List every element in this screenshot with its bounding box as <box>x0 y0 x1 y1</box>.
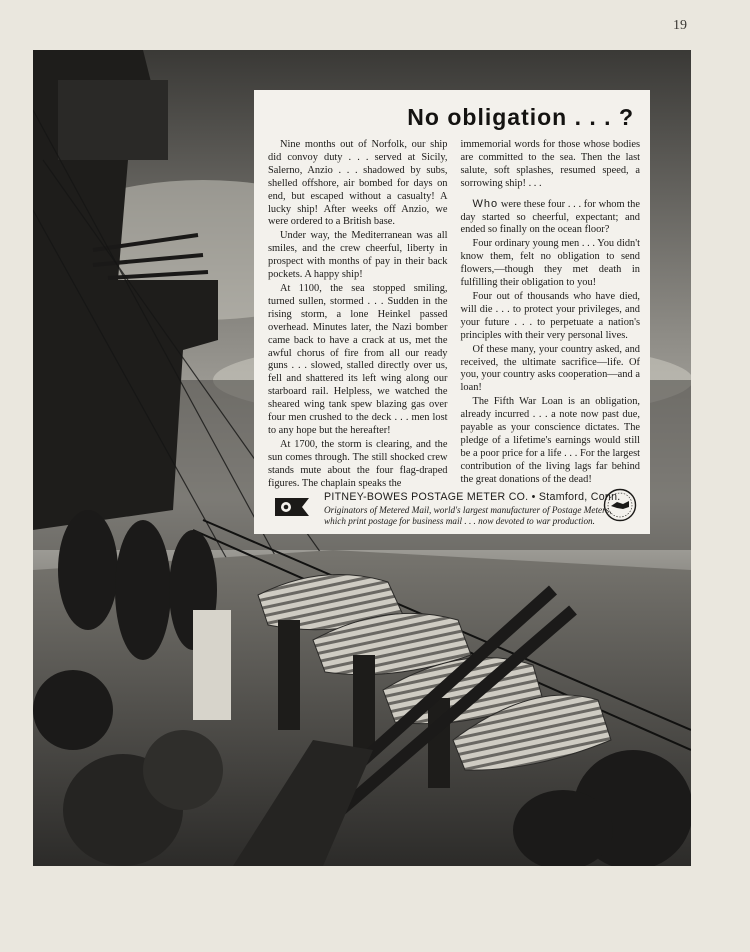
headline: No obligation . . . ? <box>407 104 634 130</box>
body-columns <box>268 139 640 491</box>
handshake-seal-icon <box>603 488 637 522</box>
paragraph: Four ordinary young men . . . You didn't know them, felt no obligation to send flowers,—though they met death in fulfilling their obligation to you! <box>460 238 640 289</box>
company-footer <box>268 486 640 526</box>
dropcap-word: Who <box>472 197 499 210</box>
advertisement-text-panel <box>254 90 650 534</box>
tagline-line: which print postage for business mail . . . now devoted to war production. <box>324 515 595 526</box>
paragraph: Of these many, your country asked, and received, the ultimate sacrifice—life. Of you, your country asks cooperation—and a loan! <box>460 343 640 394</box>
paragraph: At 1100, the sea stopped smiling, turned sullen, stormed . . . Sudden in the rising storm, a lone Heinkel passed overhead. Minutes later, the Nazi bomber came back to have a crack at us, met the awful chorus of fire from all our ready guns . . . slowed, stalled directly over us, fell and shattered its left wing along our starboard rail. Helpless, we watched the sheared wing tank spew blazing gas over four men crushed to the deck . . . men lost to any hope but the hereafter! <box>268 282 448 436</box>
paragraph-continued: immemorial words for those whose bodies are committed to the sea. Then the last salute, soft splashes, resumed speed, a sorrowing ship! . . . <box>460 139 640 189</box>
paragraph: Four out of thousands who have died, will die . . . to protect your privileges, and your future . . . to perpetuate a nation's principles with their very personal lives. <box>460 290 640 341</box>
paragraph: At 1700, the storm is clearing, and the sun comes through. The still shocked crew stands mute about the four flag-draped figures. The chaplain speaks the <box>268 438 448 489</box>
company-tagline <box>324 505 612 526</box>
company-name: PITNEY-BOWES POSTAGE METER CO. • Stamford, Conn. <box>324 491 621 503</box>
left-column <box>268 139 448 491</box>
pitney-bowes-flag-icon <box>274 496 310 518</box>
paragraph: Nine months out of Norfolk, our ship did convoy duty . . . served at Sicily, Salerno, Anzio . . . shadowed by subs, shelled offshore, air bombed for days on end, but escaped without a casualty! A lucky ship! After weeks off Anzio, we were ordered to a British base. <box>268 139 448 228</box>
paragraph: The Fifth War Loan is an obligation, already incurred . . . a note now past due, payable as your conscience dictates. The pledge of a lifetime's earnings would still be a poor price for a life . . . For the largest contribution of the living lags far behind the great donations of the dead! <box>460 396 640 485</box>
paragraph-text: were these four . . . for whom the day started so cheerful, expectant; and ended so finally on the ocean floor? <box>460 198 640 236</box>
tagline-line: Originators of Metered Mail, world's largest manufacturer of Postage Meters, <box>324 505 612 515</box>
paragraph <box>461 198 641 238</box>
page-number: 19 <box>673 18 687 33</box>
right-column <box>461 139 641 491</box>
paragraph: Under way, the Mediterranean was all smiles, and the crew cheerful, liberty in prospect with months of pay in their back pockets. A happy ship! <box>268 230 448 281</box>
